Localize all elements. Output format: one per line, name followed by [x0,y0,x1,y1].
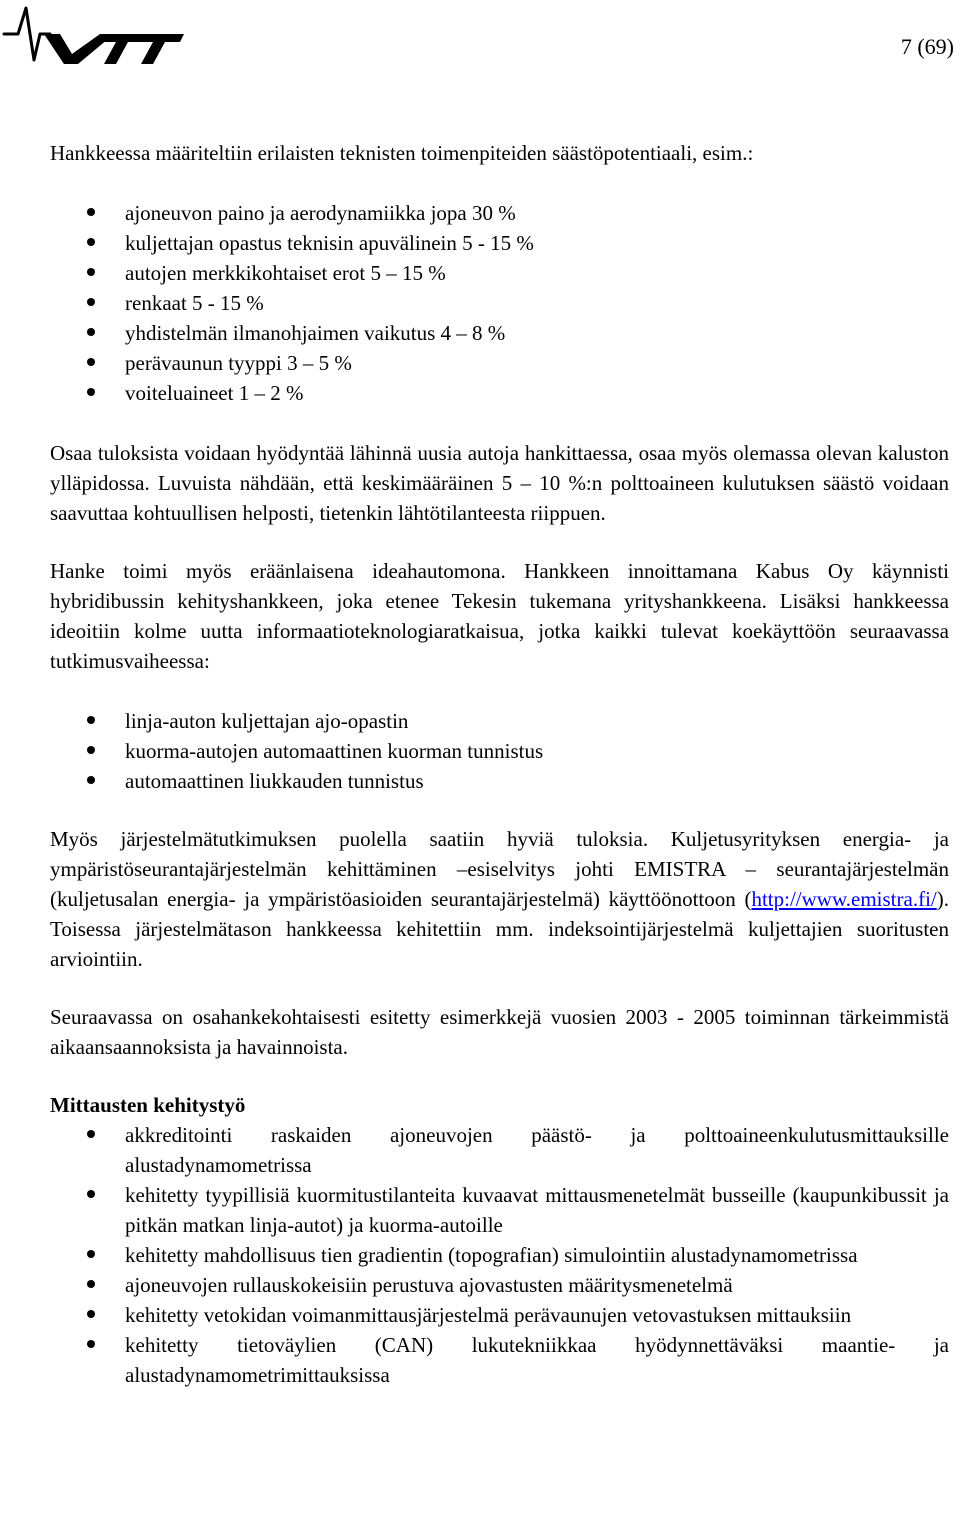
list-item: ajoneuvon paino ja aerodynamiikka jopa 30 % [50,198,949,228]
list-item: kehitetty vetokidan voimanmittausjärjestelmä perävaunujen vetovastuksen mittauksiin [50,1300,949,1330]
system-paragraph [50,824,949,974]
measurement-list [50,1120,949,1390]
it-solutions-list [50,706,949,796]
list-item: autojen merkkikohtaiset erot 5 – 15 % [50,258,949,288]
intro-paragraph: Hankkeessa määriteltiin erilaisten teknisten toimenpiteiden säästöpotentiaali, esim.: [50,141,754,165]
list-item: akkreditointi raskaiden ajoneuvojen päästö- ja polttoaineenkulutusmittauksille alustadynamometrissa [50,1120,949,1180]
list-item: kehitetty mahdollisuus tien gradientin (topografian) simulointiin alustadynamometrissa [50,1240,949,1270]
list-item: voiteluaineet 1 – 2 % [50,378,949,408]
list-item: perävaunun tyyppi 3 – 5 % [50,348,949,378]
vtt-logo [2,0,184,68]
savings-list [50,198,949,408]
list-item: ajoneuvojen rullauskokeisiin perustuva ajovastusten määritysmenetelmä [50,1270,949,1300]
following-paragraph: Seuraavassa on osahankekohtaisesti esitetty esimerkkejä vuosien 2003 - 2005 toiminnan tärkeimmistä aikaansaannoksista ja havainnoista. [50,1005,949,1059]
results-paragraph: Osaa tuloksista voidaan hyödyntää lähinnä uusia autoja hankittaessa, osaa myös olemassa olevan kaluston ylläpidossa. Luvuista nähdään, että keskimääräinen 5 – 10 %:n polttoaineen kulutuksen säästö voidaan saavuttaa kohtuullisen helposti, tietenkin lähtötilanteesta riippuen. [50,441,949,525]
list-item: kuorma-autojen automaattinen kuorman tunnistus [50,736,949,766]
list-item: yhdistelmän ilmanohjaimen vaikutus 4 – 8 % [50,318,949,348]
section-heading: Mittausten kehitystyö [50,1093,246,1117]
list-item: linja-auton kuljettajan ajo-opastin [50,706,949,736]
idea-paragraph: Hanke toimi myös eräänlaisena ideahautomona. Hankkeen innoittamana Kabus Oy käynnisti hybridibussin kehityshankkeen, joka etenee Tekesin tukemana yrityshankkeena. Lisäksi hankkeessa ideoitiin kolme uutta informaatioteknologiaratkaisua, jotka kaikki tulevat koekäyttöön seuraavassa tutkimusvaiheessa: [50,559,949,673]
logo-pulse-line [4,8,50,60]
logo-letter-t2 [136,34,184,64]
list-item: kuljettajan opastus teknisin apuvälinein 5 - 15 % [50,228,949,258]
system-text-end: ). Toisessa järjestelmätason hankkeessa kehitettiin mm. indeksointijärjestelmä kuljettajien suoritusten arviointiin. [50,887,949,971]
document-body [50,138,949,1390]
page-number: 7 (69) [900,34,954,59]
list-item: kehitetty tietoväylien (CAN) lukutekniikkaa hyödynnettäväksi maantie- ja alustadynamometrimittauksissa [50,1330,949,1390]
list-item: kehitetty tyypillisiä kuormitustilanteita kuvaavat mittausmenetelmät busseille (kaupunkibussit ja pitkän matkan linja-autot) ja kuorma-autoille [50,1180,949,1240]
system-text-start: Myös järjestelmätutkimuksen puolella saatiin hyviä tuloksia. Kuljetusyrityksen energia- ja ympäristöseurantajärjestelmän kehittäminen –esiselvitys johti EMISTRA – seurantajärjestelmän (kuljetusalan energia- ja ympäristöasioiden seurantajärjestelmä) käyttöönottoon ( [50,827,949,911]
emistra-link[interactable]: http://www.emistra.fi/ [751,887,937,911]
list-item: automaattinen liukkauden tunnistus [50,766,949,796]
list-item: renkaat 5 - 15 % [50,288,949,318]
